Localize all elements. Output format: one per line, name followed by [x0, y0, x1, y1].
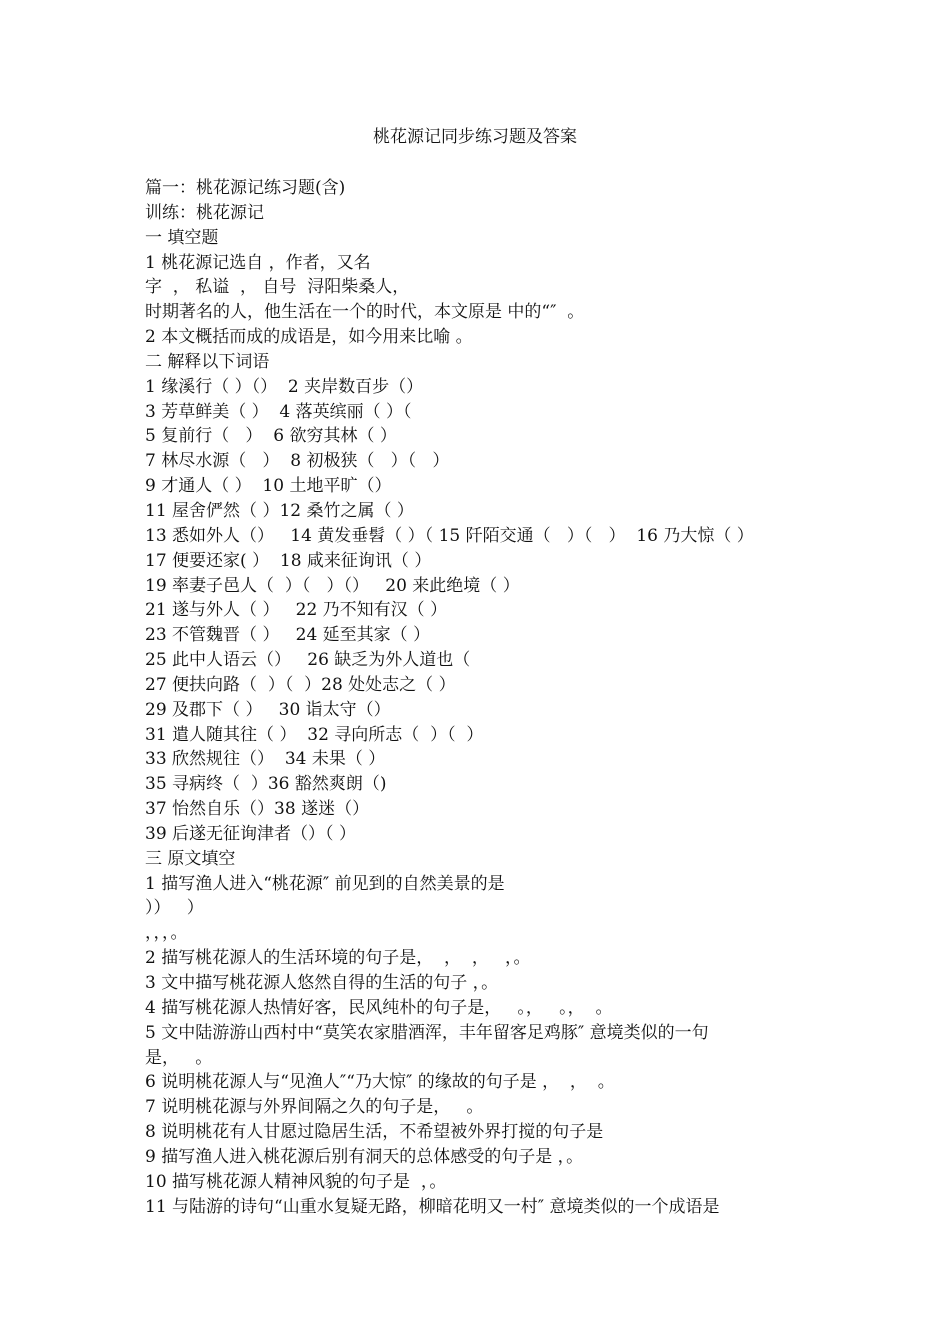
- text-line: 9 才通人（ ） 10 土地平旷（）: [145, 476, 392, 497]
- text-line: 6 说明桃花源人与“见渔人″“乃大惊″ 的缘故的句子是 ， ， 。: [145, 1072, 615, 1093]
- section-heading: 一 填空题: [145, 227, 219, 248]
- text-line: 37 怡然自乐（）38 遂迷（）: [145, 799, 370, 820]
- text-line: 1 描写渔人进入“桃花源″ 前见到的自然美景的是: [145, 873, 505, 894]
- text-line: 33 欣然规往（） 34 未果（ ）: [145, 749, 386, 770]
- text-line: 39 后遂无征询津者（）（ ）: [145, 823, 356, 844]
- text-line: 23 不管魏晋（ ） 24 延至其家（ ）: [145, 625, 431, 646]
- text-line: 2 本文概括而成的成语是，如今用来比喻 。: [145, 327, 473, 348]
- text-line: 13 悉如外人（） 14 黄发垂髫（ ）（ 15 阡陌交通（ ）（ ） 16 乃大惊（ ）: [145, 525, 754, 546]
- text-line: 29 及郡下（ ） 30 诣太守（）: [145, 699, 391, 720]
- text-line: 11 与陆游的诗句“山重水复疑无路，柳暗花明又一村″ 意境类似的一个成语是: [145, 1196, 720, 1217]
- text-line: 19 率妻子邑人（ ）（ ）（） 20 来此绝境（ ）: [145, 575, 520, 596]
- text-line: 10 描写桃花源人精神风貌的句子是 ，。: [145, 1171, 447, 1192]
- text-line: 5 文中陆游游山西村中“莫笑农家腊酒浑，丰年留客足鸡豚″ 意境类似的一句: [145, 1022, 709, 1043]
- document-body: [145, 176, 805, 1219]
- text-line: 21 遂与外人（ ） 22 乃不知有汉（ ）: [145, 600, 448, 621]
- text-line: ，，，。: [145, 923, 188, 944]
- text-line: 3 文中描写桃花源人悠然自得的生活的句子 ，。: [145, 973, 499, 993]
- section-heading: 三 原文填空: [145, 848, 236, 869]
- section-heading: 二 解释以下词语: [145, 351, 270, 372]
- text-line: 时期著名的人，他生活在一个的时代，本文原是 中的“″ 。: [145, 302, 585, 323]
- text-line: 篇一：桃花源记练习题(含): [145, 178, 346, 198]
- text-line: 31 遣人随其往（ ） 32 寻向所志（ ）（ ）: [145, 724, 484, 745]
- text-line: 1 缘溪行（ ）（） 2 夹岸数百步（）: [145, 376, 424, 397]
- text-line: 25 此中人语云（） 26 缺乏为外人道也（: [145, 650, 471, 671]
- text-line: 17 便要还家( ） 18 咸来征询讯（ ）: [145, 550, 432, 571]
- text-line: 5 复前行（ ） 6 欲穷其林（ ）: [145, 426, 397, 447]
- text-line: 4 描写桃花源人热情好客，民风纯朴的句子是， 。， 。， 。: [145, 997, 613, 1018]
- text-line: 字 ， 私谥 ， 自号 浔阳柴桑人，: [145, 277, 410, 298]
- text-line: 是， 。: [145, 1047, 213, 1068]
- text-line: ）） ）: [145, 898, 204, 919]
- text-line: 2 描写桃花源人的生活环境的句子是， ， ， ，。: [145, 948, 531, 969]
- text-line: 11 屋舍俨然（ ）12 桑竹之属（ ）: [145, 500, 414, 521]
- text-line: 8 说明桃花有人甘愿过隐居生活，不希望被外界打搅的句子是: [145, 1122, 604, 1143]
- text-line: 1 桃花源记选自 ，作者，又名: [145, 252, 371, 273]
- text-line: 9 描写渔人进入桃花源后别有洞天的总体感受的句子是 ，。: [145, 1146, 584, 1167]
- text-line: 27 便扶向路（ ）（ ）28 处处志之（ ）: [145, 674, 456, 695]
- text-line: 7 林尽水源（ ） 8 初极狭（ ）（ ）: [145, 451, 450, 472]
- text-line: 3 芳草鲜美（ ） 4 落英缤丽（ ）（: [145, 401, 412, 422]
- text-line: 训练：桃花源记: [145, 202, 264, 223]
- text-line: 7 说明桃花源与外界间隔之久的句子是， 。: [145, 1097, 484, 1118]
- text-line: 35 寻病终（ ）36 豁然爽朗（): [145, 774, 387, 795]
- document-title: 桃花源记同步练习题及答案: [373, 127, 577, 147]
